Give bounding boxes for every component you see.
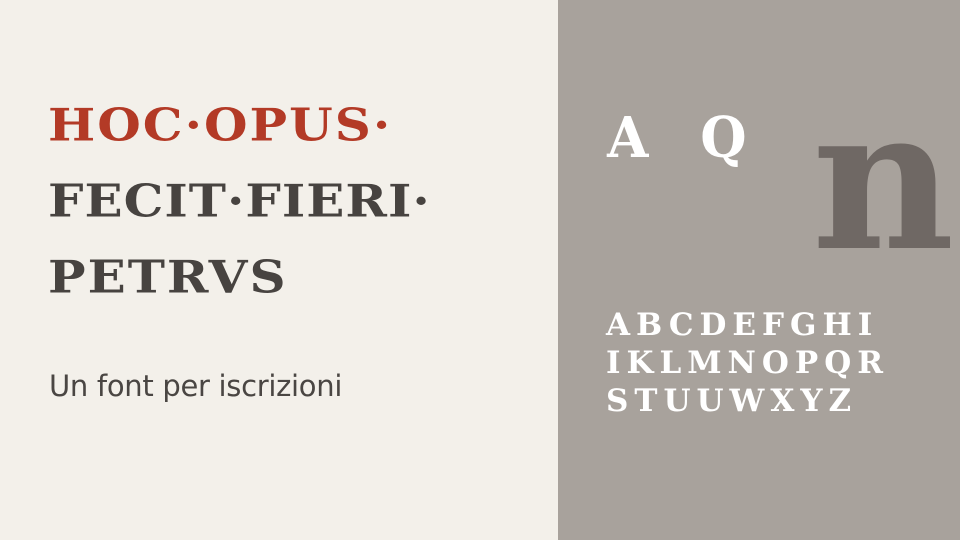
headline-line-1: HOC·OPUS· (48, 98, 393, 152)
glyph-sample-q: Q (700, 105, 747, 171)
glyph-sample-a: A (607, 105, 649, 171)
alphabet-row-3: STUUWXYZ (606, 383, 858, 419)
glyph-sample-large-n: n (812, 65, 955, 295)
alphabet-row-2: IKLMNOPQR (606, 345, 889, 381)
alphabet-row-1: ABCDEFGHI (606, 307, 879, 343)
headline-line-3: PETRVS (48, 250, 288, 304)
subtitle: Un font per iscrizioni (49, 369, 343, 403)
headline-line-2: FECIT·FIERI· (48, 174, 431, 228)
alphabet-specimen (606, 306, 926, 420)
